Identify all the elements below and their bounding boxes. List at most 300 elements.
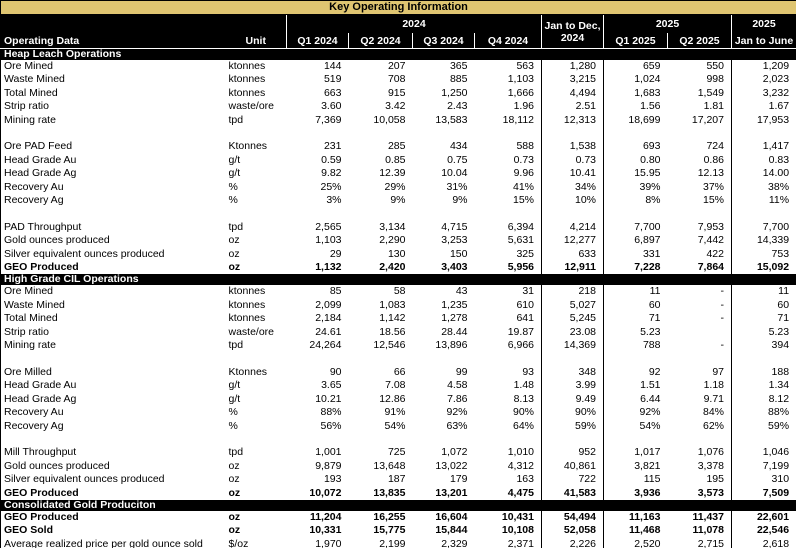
cell-value: 998 <box>668 73 732 86</box>
cell-value: 1,132 <box>287 261 349 274</box>
cell-value: - <box>668 312 732 325</box>
row-label <box>1 127 226 140</box>
cell-value <box>604 127 668 140</box>
cell-value: 40,861 <box>542 460 604 473</box>
cell-value: 22,601 <box>732 511 796 524</box>
cell-value: 90% <box>475 406 542 419</box>
column-header-q3-2024: Q3 2024 <box>413 33 475 49</box>
cell-value <box>542 127 604 140</box>
cell-value <box>732 207 796 220</box>
table-row <box>1 181 796 194</box>
cell-value: 92% <box>604 406 668 419</box>
cell-value: 13,896 <box>413 339 475 352</box>
cell-value: 7,228 <box>604 261 668 274</box>
cell-value: - <box>668 299 732 312</box>
cell-value <box>542 353 604 366</box>
row-unit: g/t <box>226 393 287 406</box>
cell-value: 4,494 <box>542 87 604 100</box>
row-label: Total Mined <box>1 312 226 325</box>
cell-value: 28.44 <box>413 326 475 339</box>
cell-value: 1,072 <box>413 446 475 459</box>
row-label <box>1 433 226 446</box>
table-row <box>1 524 796 537</box>
cell-value: 1,417 <box>732 140 796 153</box>
cell-value: 10,108 <box>475 524 542 537</box>
row-unit: oz <box>226 511 287 524</box>
column-header-jan-to-dec-2024 <box>542 15 604 49</box>
row-unit: tpd <box>226 446 287 459</box>
cell-value: 14,369 <box>542 339 604 352</box>
cell-value: 1,666 <box>475 87 542 100</box>
column-header-jan-to-june: Jan to June <box>732 33 796 49</box>
cell-value: 18,112 <box>475 114 542 127</box>
row-unit: tpd <box>226 339 287 352</box>
row-unit: % <box>226 194 287 207</box>
cell-value: 58 <box>349 285 413 298</box>
row-label: Silver equivalent ounces produced <box>1 473 226 486</box>
cell-value: 71 <box>604 312 668 325</box>
cell-value: 218 <box>542 285 604 298</box>
cell-value: 11,437 <box>668 511 732 524</box>
table-row <box>1 114 796 127</box>
table-row <box>1 285 796 298</box>
cell-value: 97 <box>668 366 732 379</box>
title-row <box>1 1 796 15</box>
cell-value: 7,199 <box>732 460 796 473</box>
table-row <box>1 73 796 86</box>
cell-value: 10.21 <box>287 393 349 406</box>
cell-value: 41% <box>475 181 542 194</box>
cell-value: 37% <box>668 181 732 194</box>
column-header-q2-2024: Q2 2024 <box>349 33 413 49</box>
row-unit: waste/ore <box>226 100 287 113</box>
row-unit: oz <box>226 473 287 486</box>
cell-value <box>475 433 542 446</box>
cell-value <box>413 433 475 446</box>
row-label: Recovery Au <box>1 181 226 194</box>
cell-value: 144 <box>287 60 349 73</box>
section-header: Heap Leach Operations <box>1 49 796 61</box>
cell-value: 659 <box>604 60 668 73</box>
column-header-q2-2025: Q2 2025 <box>668 33 732 49</box>
cell-value: 1,683 <box>604 87 668 100</box>
row-unit: oz <box>226 524 287 537</box>
cell-value: 9.49 <box>542 393 604 406</box>
row-unit <box>226 127 287 140</box>
row-label: Recovery Au <box>1 406 226 419</box>
cell-value: 60 <box>732 299 796 312</box>
cell-value: 7.08 <box>349 379 413 392</box>
cell-value: 63% <box>413 420 475 433</box>
cell-value <box>349 127 413 140</box>
cell-value: 331 <box>604 248 668 261</box>
cell-value <box>668 433 732 446</box>
table-row <box>1 60 796 73</box>
cell-value: 3,378 <box>668 460 732 473</box>
cell-value: 2,099 <box>287 299 349 312</box>
cell-value: 9% <box>413 194 475 207</box>
cell-value: 7,953 <box>668 221 732 234</box>
cell-value: 13,648 <box>349 460 413 473</box>
row-label: Head Grade Ag <box>1 167 226 180</box>
cell-value: 0.73 <box>542 154 604 167</box>
cell-value <box>287 433 349 446</box>
cell-value: 15,775 <box>349 524 413 537</box>
cell-value: 1.96 <box>475 100 542 113</box>
row-unit: g/t <box>226 154 287 167</box>
cell-value: 365 <box>413 60 475 73</box>
cell-value: 724 <box>668 140 732 153</box>
cell-value <box>475 127 542 140</box>
row-unit: waste/ore <box>226 326 287 339</box>
table-row <box>1 538 796 548</box>
row-unit: % <box>226 181 287 194</box>
cell-value: 6,897 <box>604 234 668 247</box>
cell-value <box>732 127 796 140</box>
cell-value: 15% <box>475 194 542 207</box>
cell-value: 15,092 <box>732 261 796 274</box>
row-label: Average realized price per gold ounce sold <box>1 538 226 548</box>
cell-value: 3.65 <box>287 379 349 392</box>
cell-value: 1.67 <box>732 100 796 113</box>
table-row <box>1 248 796 261</box>
cell-value: 3.60 <box>287 100 349 113</box>
row-label: Silver equivalent ounces produced <box>1 248 226 261</box>
row-label: Strip ratio <box>1 100 226 113</box>
cell-value: 13,583 <box>413 114 475 127</box>
cell-value: 18,699 <box>604 114 668 127</box>
spacer-row <box>1 207 796 220</box>
row-label: Recovery Ag <box>1 420 226 433</box>
table-row <box>1 511 796 524</box>
cell-value: 91% <box>349 406 413 419</box>
cell-value: 52,058 <box>542 524 604 537</box>
cell-value: 38% <box>732 181 796 194</box>
row-unit: oz <box>226 261 287 274</box>
cell-value: 1.34 <box>732 379 796 392</box>
cell-value: 90% <box>542 406 604 419</box>
section-header: High Grade CIL Operations <box>1 274 796 285</box>
cell-value: 1,278 <box>413 312 475 325</box>
row-label: Head Grade Au <box>1 379 226 392</box>
cell-value: 64% <box>475 420 542 433</box>
cell-value: 39% <box>604 181 668 194</box>
table-row <box>1 379 796 392</box>
cell-value: 0.80 <box>604 154 668 167</box>
table-row <box>1 140 796 153</box>
cell-value: 12.86 <box>349 393 413 406</box>
cell-value: 663 <box>287 87 349 100</box>
cell-value: 41,583 <box>542 487 604 500</box>
cell-value <box>604 433 668 446</box>
spacer-row <box>1 127 796 140</box>
column-header-unit: Unit <box>226 33 287 49</box>
cell-value: 4,715 <box>413 221 475 234</box>
row-unit: ktonnes <box>226 73 287 86</box>
cell-value: 15.95 <box>604 167 668 180</box>
table-row <box>1 446 796 459</box>
cell-value <box>475 353 542 366</box>
spacer-row <box>1 353 796 366</box>
row-unit: ktonnes <box>226 60 287 73</box>
table-body <box>1 49 796 548</box>
cell-value <box>604 353 668 366</box>
cell-value <box>413 353 475 366</box>
row-label: GEO Produced <box>1 261 226 274</box>
cell-value: 71 <box>732 312 796 325</box>
section-header-row <box>1 49 796 61</box>
section-header: Consolidated Gold Produciton <box>1 500 796 511</box>
cell-value: 394 <box>732 339 796 352</box>
cell-value: 310 <box>732 473 796 486</box>
cell-value: 84% <box>668 406 732 419</box>
table-row <box>1 194 796 207</box>
table-row <box>1 167 796 180</box>
table-row <box>1 261 796 274</box>
cell-value <box>413 127 475 140</box>
table-row <box>1 100 796 113</box>
cell-value: 11 <box>732 285 796 298</box>
cell-value: 1,010 <box>475 446 542 459</box>
cell-value: 633 <box>542 248 604 261</box>
row-label: Mill Throughput <box>1 446 226 459</box>
cell-value <box>287 207 349 220</box>
section-header-row <box>1 274 796 285</box>
table-row <box>1 299 796 312</box>
cell-value: 1,001 <box>287 446 349 459</box>
table-row <box>1 420 796 433</box>
cell-value: 12.13 <box>668 167 732 180</box>
cell-value: 4,312 <box>475 460 542 473</box>
cell-value: 1,235 <box>413 299 475 312</box>
cell-value: 15% <box>668 194 732 207</box>
group-header-2024: 2024 <box>287 15 542 34</box>
cell-value: 2,023 <box>732 73 796 86</box>
table-row <box>1 406 796 419</box>
cell-value: 722 <box>542 473 604 486</box>
cell-value: 7,509 <box>732 487 796 500</box>
cell-value: 6,394 <box>475 221 542 234</box>
cell-value: 641 <box>475 312 542 325</box>
cell-value: 2,371 <box>475 538 542 548</box>
cell-value: 43 <box>413 285 475 298</box>
cell-value: 9% <box>349 194 413 207</box>
row-unit: Ktonnes <box>226 366 287 379</box>
cell-value: 12,313 <box>542 114 604 127</box>
cell-value: 22,546 <box>732 524 796 537</box>
cell-value: 10,058 <box>349 114 413 127</box>
cell-value: 10.41 <box>542 167 604 180</box>
table-row <box>1 487 796 500</box>
cell-value: 7,442 <box>668 234 732 247</box>
cell-value: - <box>668 285 732 298</box>
cell-value: 2,420 <box>349 261 413 274</box>
table-row <box>1 87 796 100</box>
cell-value: 31 <box>475 285 542 298</box>
cell-value: 90 <box>287 366 349 379</box>
cell-value <box>349 353 413 366</box>
row-label: Waste Mined <box>1 299 226 312</box>
cell-value: 1,083 <box>349 299 413 312</box>
cell-value: 915 <box>349 87 413 100</box>
cell-value: 163 <box>475 473 542 486</box>
row-unit: tpd <box>226 221 287 234</box>
row-label: Head Grade Ag <box>1 393 226 406</box>
jan-to-dec-line2: 2024 <box>560 31 585 44</box>
cell-value: 5,027 <box>542 299 604 312</box>
cell-value: 1,250 <box>413 87 475 100</box>
cell-value: 3.99 <box>542 379 604 392</box>
cell-value: 231 <box>287 140 349 153</box>
table-row <box>1 312 796 325</box>
row-unit: ktonnes <box>226 285 287 298</box>
cell-value: 54% <box>604 420 668 433</box>
cell-value: 188 <box>732 366 796 379</box>
cell-value: 1,209 <box>732 60 796 73</box>
cell-value: 1,538 <box>542 140 604 153</box>
cell-value: 1,549 <box>668 87 732 100</box>
row-unit: % <box>226 420 287 433</box>
cell-value: 88% <box>287 406 349 419</box>
cell-value: 54% <box>349 420 413 433</box>
cell-value: 18.56 <box>349 326 413 339</box>
cell-value: 0.75 <box>413 154 475 167</box>
cell-value: 29 <box>287 248 349 261</box>
cell-value: 11,468 <box>604 524 668 537</box>
row-label: Mining rate <box>1 114 226 127</box>
table-row <box>1 473 796 486</box>
cell-value: 3,403 <box>413 261 475 274</box>
cell-value: 725 <box>349 446 413 459</box>
cell-value: 422 <box>668 248 732 261</box>
cell-value: 2,226 <box>542 538 604 548</box>
cell-value: 3,232 <box>732 87 796 100</box>
cell-value: 2,329 <box>413 538 475 548</box>
cell-value: 11,078 <box>668 524 732 537</box>
row-unit <box>226 353 287 366</box>
cell-value: 1.51 <box>604 379 668 392</box>
cell-value: 4.58 <box>413 379 475 392</box>
column-header-q1-2025: Q1 2025 <box>604 33 668 49</box>
row-unit: $/oz <box>226 538 287 548</box>
cell-value: 1,280 <box>542 60 604 73</box>
cell-value: 6,966 <box>475 339 542 352</box>
cell-value: 54,494 <box>542 511 604 524</box>
cell-value <box>668 326 732 339</box>
row-unit: oz <box>226 248 287 261</box>
cell-value: 13,835 <box>349 487 413 500</box>
cell-value: 3,821 <box>604 460 668 473</box>
cell-value: 4,214 <box>542 221 604 234</box>
row-unit: ktonnes <box>226 87 287 100</box>
row-label: Mining rate <box>1 339 226 352</box>
cell-value: 519 <box>287 73 349 86</box>
row-label: Ore PAD Feed <box>1 140 226 153</box>
cell-value: 2,618 <box>732 538 796 548</box>
cell-value: 10% <box>542 194 604 207</box>
cell-value: 0.85 <box>349 154 413 167</box>
cell-value: 5.23 <box>604 326 668 339</box>
row-unit: oz <box>226 460 287 473</box>
cell-value: 34% <box>542 181 604 194</box>
cell-value: 3,573 <box>668 487 732 500</box>
table-row <box>1 366 796 379</box>
jan-to-dec-line1: Jan to Dec, <box>544 19 601 32</box>
cell-value <box>668 207 732 220</box>
cell-value <box>604 207 668 220</box>
cell-value: 59% <box>732 420 796 433</box>
cell-value: 6.44 <box>604 393 668 406</box>
cell-value: 59% <box>542 420 604 433</box>
cell-value: 5,245 <box>542 312 604 325</box>
cell-value: 1.48 <box>475 379 542 392</box>
cell-value: 2,520 <box>604 538 668 548</box>
cell-value: 285 <box>349 140 413 153</box>
cell-value: 1,024 <box>604 73 668 86</box>
cell-value: 62% <box>668 420 732 433</box>
cell-value: 12,911 <box>542 261 604 274</box>
row-unit: oz <box>226 234 287 247</box>
cell-value: 115 <box>604 473 668 486</box>
row-label: Strip ratio <box>1 326 226 339</box>
table-row <box>1 221 796 234</box>
cell-value: 207 <box>349 60 413 73</box>
row-unit: tpd <box>226 114 287 127</box>
row-unit: g/t <box>226 379 287 392</box>
cell-value: 179 <box>413 473 475 486</box>
cell-value: 8% <box>604 194 668 207</box>
cell-value: 10,331 <box>287 524 349 537</box>
row-unit: ktonnes <box>226 299 287 312</box>
cell-value: 0.86 <box>668 154 732 167</box>
group-header-blank <box>1 15 287 34</box>
cell-value: 1,017 <box>604 446 668 459</box>
cell-value: 5,631 <box>475 234 542 247</box>
cell-value: 1,970 <box>287 538 349 548</box>
cell-value: 5.23 <box>732 326 796 339</box>
cell-value: 23.08 <box>542 326 604 339</box>
cell-value: 13,022 <box>413 460 475 473</box>
row-unit: % <box>226 406 287 419</box>
cell-value: 31% <box>413 181 475 194</box>
cell-value: 2,199 <box>349 538 413 548</box>
cell-value: 10.04 <box>413 167 475 180</box>
cell-value: 588 <box>475 140 542 153</box>
cell-value: 15,844 <box>413 524 475 537</box>
cell-value: 1,142 <box>349 312 413 325</box>
row-label: Gold ounces produced <box>1 460 226 473</box>
cell-value: 9.82 <box>287 167 349 180</box>
row-label: Ore Mined <box>1 60 226 73</box>
cell-value: 60 <box>604 299 668 312</box>
group-header-2025: 2025 <box>604 15 732 34</box>
cell-value <box>732 433 796 446</box>
row-unit: oz <box>226 487 287 500</box>
cell-value: 7,700 <box>604 221 668 234</box>
row-label: GEO Produced <box>1 511 226 524</box>
table-row <box>1 326 796 339</box>
column-header-q1-2024: Q1 2024 <box>287 33 349 49</box>
cell-value: 434 <box>413 140 475 153</box>
cell-value: 610 <box>475 299 542 312</box>
row-label: Total Mined <box>1 87 226 100</box>
row-label <box>1 207 226 220</box>
cell-value: 788 <box>604 339 668 352</box>
cell-value: 3.42 <box>349 100 413 113</box>
cell-value: 550 <box>668 60 732 73</box>
cell-value <box>413 207 475 220</box>
cell-value: 7,864 <box>668 261 732 274</box>
